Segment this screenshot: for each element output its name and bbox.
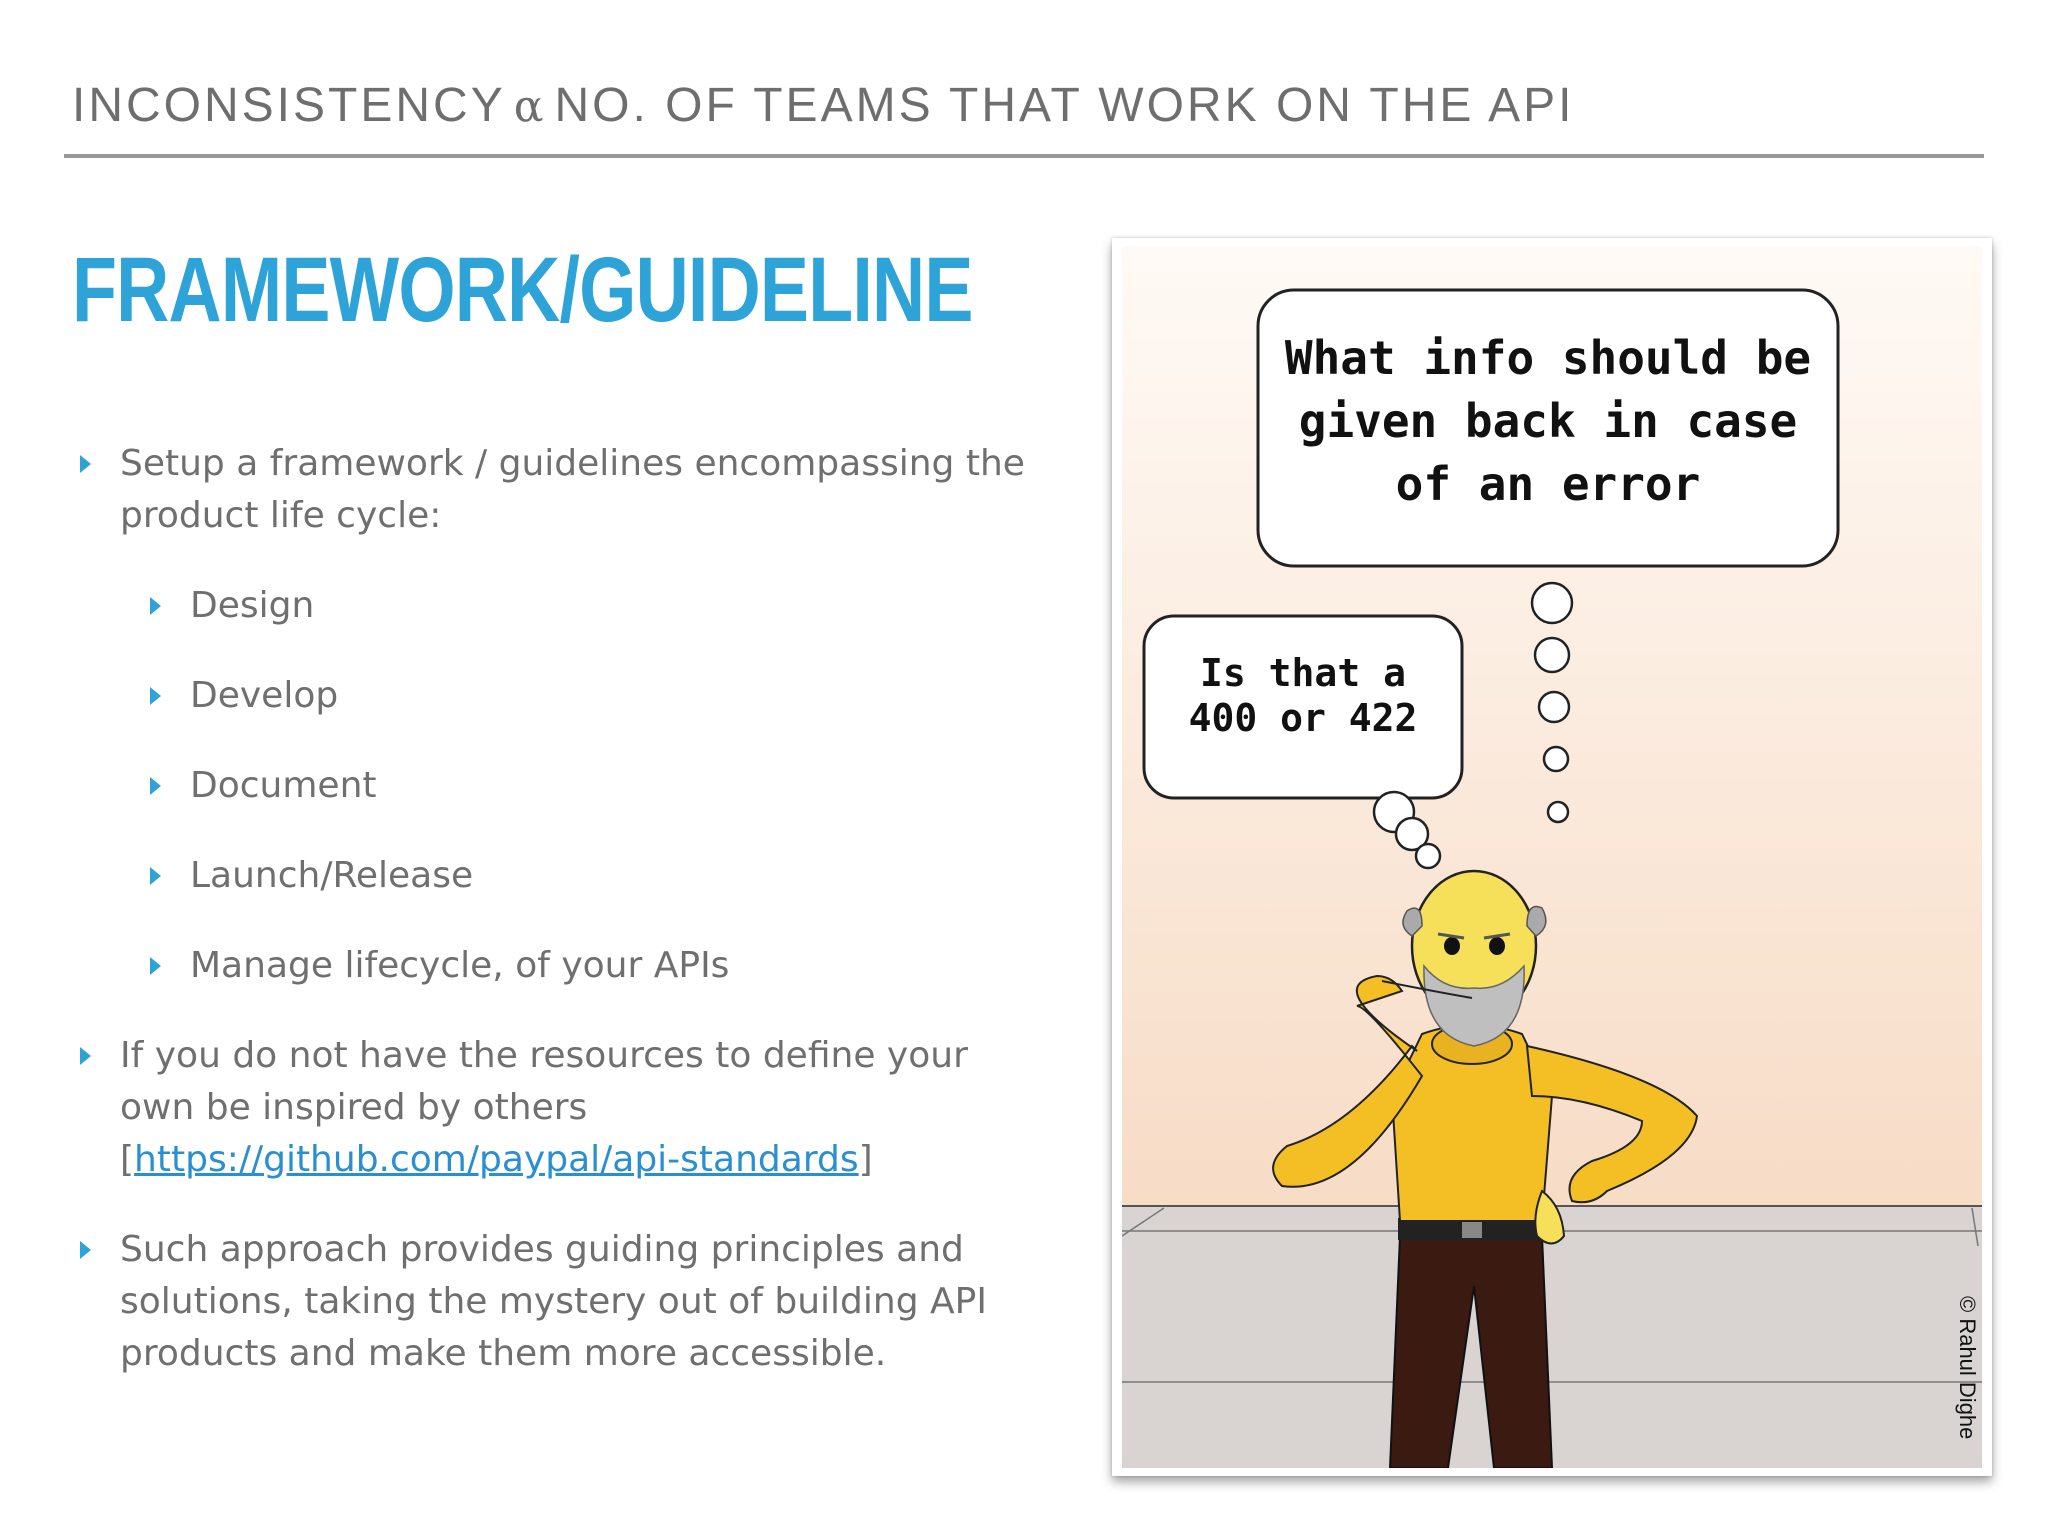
proportional-symbol: α [513, 81, 547, 132]
bullet-list [72, 438, 1052, 1418]
thought-line: 400 or 422 [1188, 696, 1418, 740]
bullet-arrow-icon [80, 1241, 91, 1259]
bullet-arrow-icon [80, 1047, 91, 1065]
comic-svg [1122, 246, 1982, 1468]
bullet-text: Such approach provides guiding principles and solutions, taking the mystery out of building API products and make them more accessible. [120, 1229, 987, 1374]
bullet-arrow-icon [150, 777, 161, 795]
sub-bullet-item [72, 760, 1052, 812]
bullet-item [72, 1030, 1052, 1186]
bullet-item [72, 1224, 1052, 1380]
floor [1122, 1206, 1982, 1468]
header-right: NO. OF TEAMS THAT WORK ON THE API [554, 79, 1575, 132]
sub-bullet-item [72, 670, 1052, 722]
sub-bullet-text: Develop [190, 675, 339, 716]
comic-credit: © Rahul Dighe [1955, 1296, 1980, 1440]
thought-line: Is that a [1200, 651, 1406, 695]
bullet-arrow-icon [150, 687, 161, 705]
section-title: FRAMEWORK/GUIDELINE [72, 239, 973, 341]
header-divider [64, 154, 1984, 158]
bullet-arrow-icon [150, 957, 161, 975]
thought-line: given back in case [1298, 394, 1798, 448]
bullet-arrow-icon [150, 597, 161, 615]
sub-bullet-text: Launch/Release [190, 855, 474, 896]
bullet-arrow-icon [150, 867, 161, 885]
header-left: INCONSISTENCY [72, 79, 506, 132]
thought-line: What info should be [1284, 331, 1812, 385]
thought-line: of an error [1395, 457, 1701, 511]
sub-bullet-text: Document [190, 765, 377, 806]
sub-bullet-item [72, 580, 1052, 632]
slide-header [72, 78, 1574, 133]
bullet-text: If you do not have the resources to define your own be inspired by others [ [120, 1035, 968, 1180]
sub-bullet-text: Manage lifecycle, of your APIs [190, 945, 730, 986]
comic-illustration [1112, 238, 1992, 1476]
sub-bullet-item [72, 850, 1052, 902]
paypal-api-standards-link[interactable]: https://github.com/paypal/api-standards [134, 1139, 859, 1180]
bullet-text: Setup a framework / guidelines encompassing the product life cycle: [120, 443, 1025, 536]
bullet-arrow-icon [80, 455, 91, 473]
sub-bullet-item [72, 940, 1052, 992]
bracket-close: ] [858, 1139, 873, 1180]
sub-bullet-text: Design [190, 585, 315, 626]
bullet-item [72, 438, 1052, 542]
